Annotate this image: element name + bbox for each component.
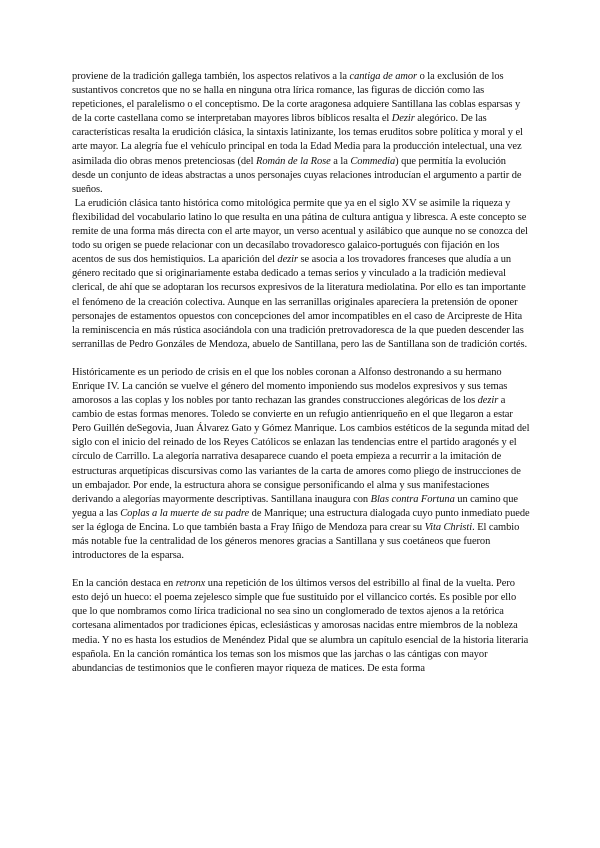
text-span: una repetición de los últimos versos del estribillo al final de la vuelta. Pero esto dejó un hueco: el poema zejelesco simple que fue sustituido por el villancico cortés. Es posible por ello que lo que nombramos como lírica tradicional no sea sino un conglomerado de textos ajenos a la retórica cortesana alimentados por tradiciones épicas, eclesiásticas y amorosas nacidas entre miembros de la nobleza media. Y no es hasta los estudios de Menéndez Pidal que se alumbra un capítulo esencial de la historia literaria española. En la canción romántica los temas son los mismos que las jarchas o las cántigas con mayor abundancias de testimonios que le confieren mayor riqueza de matices. De esta forma bbox=[72, 578, 529, 674]
italic-text-span: Coplas a la muerte de su padre bbox=[120, 507, 250, 519]
italic-text-span: Blas contra Fortuna bbox=[370, 493, 455, 505]
paragraph-spacer bbox=[72, 563, 530, 577]
text-span: se asocia a los trovadores franceses que aludía a un género recitado que si originariamente estaba dedicado a temas serios y vinculado a la tradición medieval clerical, de ahí que se adoptaran los recursos expresivos de la literatura mediolatina. Por ello es tan importante el fenómeno de la creación colectiva. Aunque en las serranillas originales aparecíera la pretensión de oponer personajes de estamentos opuestos con concepciones del amor incompatibles en el caso de Arcipreste de Hita la reminiscencia en más rústica asociándola con una tradición pretrovadoresca de la que pueden descender las serranillas de Pedro Gonzáles de Mendoza, abuelo de Santillana, pero las de Santillana son de tradición cortés. bbox=[72, 254, 528, 350]
body-paragraph bbox=[72, 70, 530, 197]
text-span: de Manrique; una estructura dialogada cuyo punto inmediato puede ser la égloga de Encina. Lo que también basta a Fray Iñigo de Mendoza para crear su bbox=[72, 507, 530, 533]
body-paragraph bbox=[72, 577, 530, 676]
text-span: a la bbox=[330, 155, 351, 167]
document-body bbox=[72, 70, 530, 676]
italic-text-span: cantiga de amor bbox=[349, 71, 418, 82]
text-span: ) que permitía la evolución desde un conjunto de ideas abstractas a unos personajes cuyas relaciones introducían el argumento a partir de sueños. bbox=[72, 155, 522, 195]
italic-text-span: Vita Christi bbox=[424, 521, 473, 533]
paragraph-spacer bbox=[72, 352, 530, 366]
text-span: En la canción destaca en bbox=[72, 578, 176, 590]
italic-text-span: Commedia bbox=[350, 155, 396, 167]
text-span: Históricamente es un periodo de crisis en el que los nobles coronan a Alfonso destronando a su hermano Enrique IV. La canción se vuelve el género del momento imponiendo sus modelos expresivos y sus temas amorosos a las coplas y los nobles por tanto rechazan las grandes construcciones alegóricas de los bbox=[72, 366, 508, 407]
text-span: La erudición clásica tanto histórica como mitológica permite que ya en el siglo XV se asimile la riqueza y flexibilidad del vocabulario latino lo que resulta en una pátina de cultura antigua y libresca. A este concepto se remite de una forma más directa con el arte mayor, un verso acentual y asilábico que aunque no se conozca del todo su origen se puede relacionar con un decasílabo trovadoresco galaico-portugués con fijación en los acentos de sus dos hemistiquios. La aparición del bbox=[72, 197, 528, 266]
italic-text-span: dezir bbox=[277, 254, 298, 266]
italic-text-span: Román de la Rose bbox=[256, 155, 331, 167]
text-span: a cambio de estas formas menores. Toledo se convierte en un refugio antienriqueño en el que llegaron a estar Pero Guillén deSegovia, Juan Álvarez Gato y Gómez Manrique. Los cambios estéticos de la segunda mitad del siglo con el inicio del reinado de los Reyes Católicos se enlazan las tendencias entre el partido aragonés y el círculo de Carrillo. La alegoría narrativa desaparece cuando el poeta empieza a recurrir a la imitación de estructuras arquetípicas discursivas como las variantes de la carta de amores como pliego de instrucciones de un embajador. Por ende, la estructura ahora se consigue personificando el alma y sus manifestaciones derivando a alegorías mayormente descriptivas. Santillana inaugura con bbox=[72, 395, 530, 505]
text-span: . El cambio más notable fue la centralidad de los géneros menores gracias a Santillana y sus coetáneos que fueron introductores de la esparsa. bbox=[72, 521, 520, 562]
text-span: o la exclusión de los sustantivos concretos que no se halla en ninguna otra lírica romance, las figuras de dicción como las repeticiones, el paralelismo o el conceptismo. De la corte aragonesa adquiere Santillana las coblas esparsas y de la corte castellana como se interpretaban mayores libros bíblicos resalta el bbox=[72, 71, 521, 125]
body-paragraph bbox=[72, 197, 530, 352]
italic-text-span: dezir bbox=[477, 395, 499, 407]
text-span: proviene de la tradición gallega también, los aspectos relativos a la bbox=[72, 71, 350, 82]
text-span: alegórico. De las características resalta la erudición clásica, la sintaxis latinizante, los temas eruditos sobre política y moral y el arte mayor. La alegría fue el vehículo principal en toda la Edad Media para la producción intelectual, una vez asimilada dio obras menos pretenciosas (del bbox=[72, 113, 523, 167]
body-paragraph bbox=[72, 366, 530, 563]
italic-text-span: retronx bbox=[175, 578, 206, 590]
text-span: un camino que yegua a las bbox=[72, 493, 518, 519]
italic-text-span: Dezir bbox=[391, 113, 415, 125]
